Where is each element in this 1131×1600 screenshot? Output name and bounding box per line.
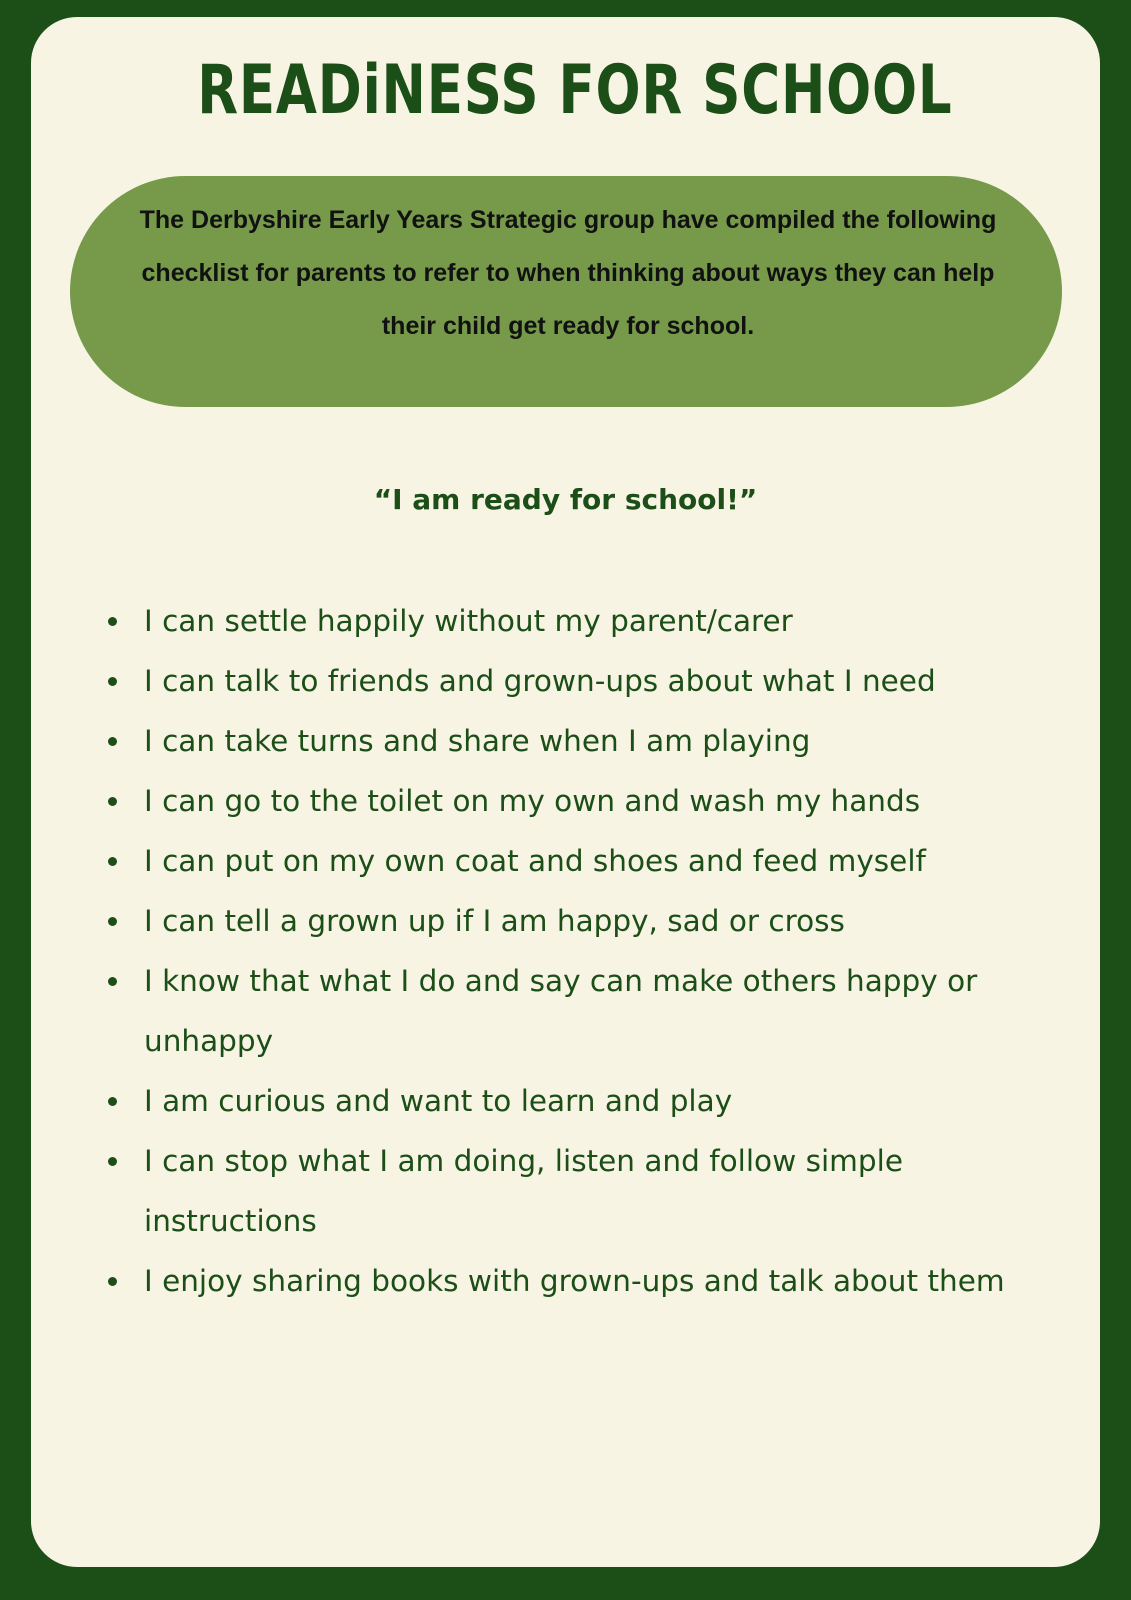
tagline: “I am ready for school!” [373, 483, 758, 516]
bullet-icon [108, 677, 117, 686]
checklist-item-text: I can take turns and share when I am playing [144, 724, 811, 758]
bullet-icon [108, 1157, 117, 1166]
checklist-item [77, 1071, 1077, 1131]
checklist-item-text: I can talk to friends and grown-ups about what I need [144, 664, 936, 698]
document-card [31, 17, 1100, 1567]
page-title: READiNESS FOR SCHOOL [197, 51, 953, 130]
bullet-icon [108, 857, 117, 866]
checklist-item-text: I am curious and want to learn and play [144, 1084, 733, 1118]
checklist-item [77, 1251, 1077, 1311]
checklist-item [77, 651, 1077, 711]
readiness-checklist [77, 591, 1077, 1311]
checklist-item [77, 771, 1077, 831]
checklist-item-text: I can tell a grown up if I am happy, sad or cross [144, 904, 845, 938]
bullet-icon [108, 797, 117, 806]
bullet-icon [108, 1097, 117, 1106]
bullet-icon [108, 617, 117, 626]
checklist-item [77, 591, 1077, 651]
checklist-item [77, 951, 1077, 1071]
bullet-icon [108, 977, 117, 986]
checklist-item-text: I can stop what I am doing, listen and follow simple instructions [144, 1144, 903, 1238]
bullet-icon [108, 737, 117, 746]
checklist-item [77, 1131, 1077, 1251]
intro-text: The Derbyshire Early Years Strategic group have compiled the following checklist for parents to refer to when thinking about ways they can help their child get ready for school. [139, 206, 997, 340]
bullet-icon [108, 917, 117, 926]
checklist-item-text: I can settle happily without my parent/carer [144, 604, 793, 638]
checklist-item [77, 711, 1077, 771]
checklist-item-text: I know that what I do and say can make others happy or unhappy [144, 964, 978, 1058]
intro-banner [70, 176, 1062, 407]
checklist-item [77, 891, 1077, 951]
checklist-item [77, 831, 1077, 891]
bullet-icon [108, 1277, 117, 1286]
checklist-item-text: I can put on my own coat and shoes and feed myself [144, 844, 926, 878]
checklist-item-text: I can go to the toilet on my own and wash my hands [144, 784, 921, 818]
checklist-item-text: I enjoy sharing books with grown-ups and talk about them [144, 1264, 1005, 1298]
